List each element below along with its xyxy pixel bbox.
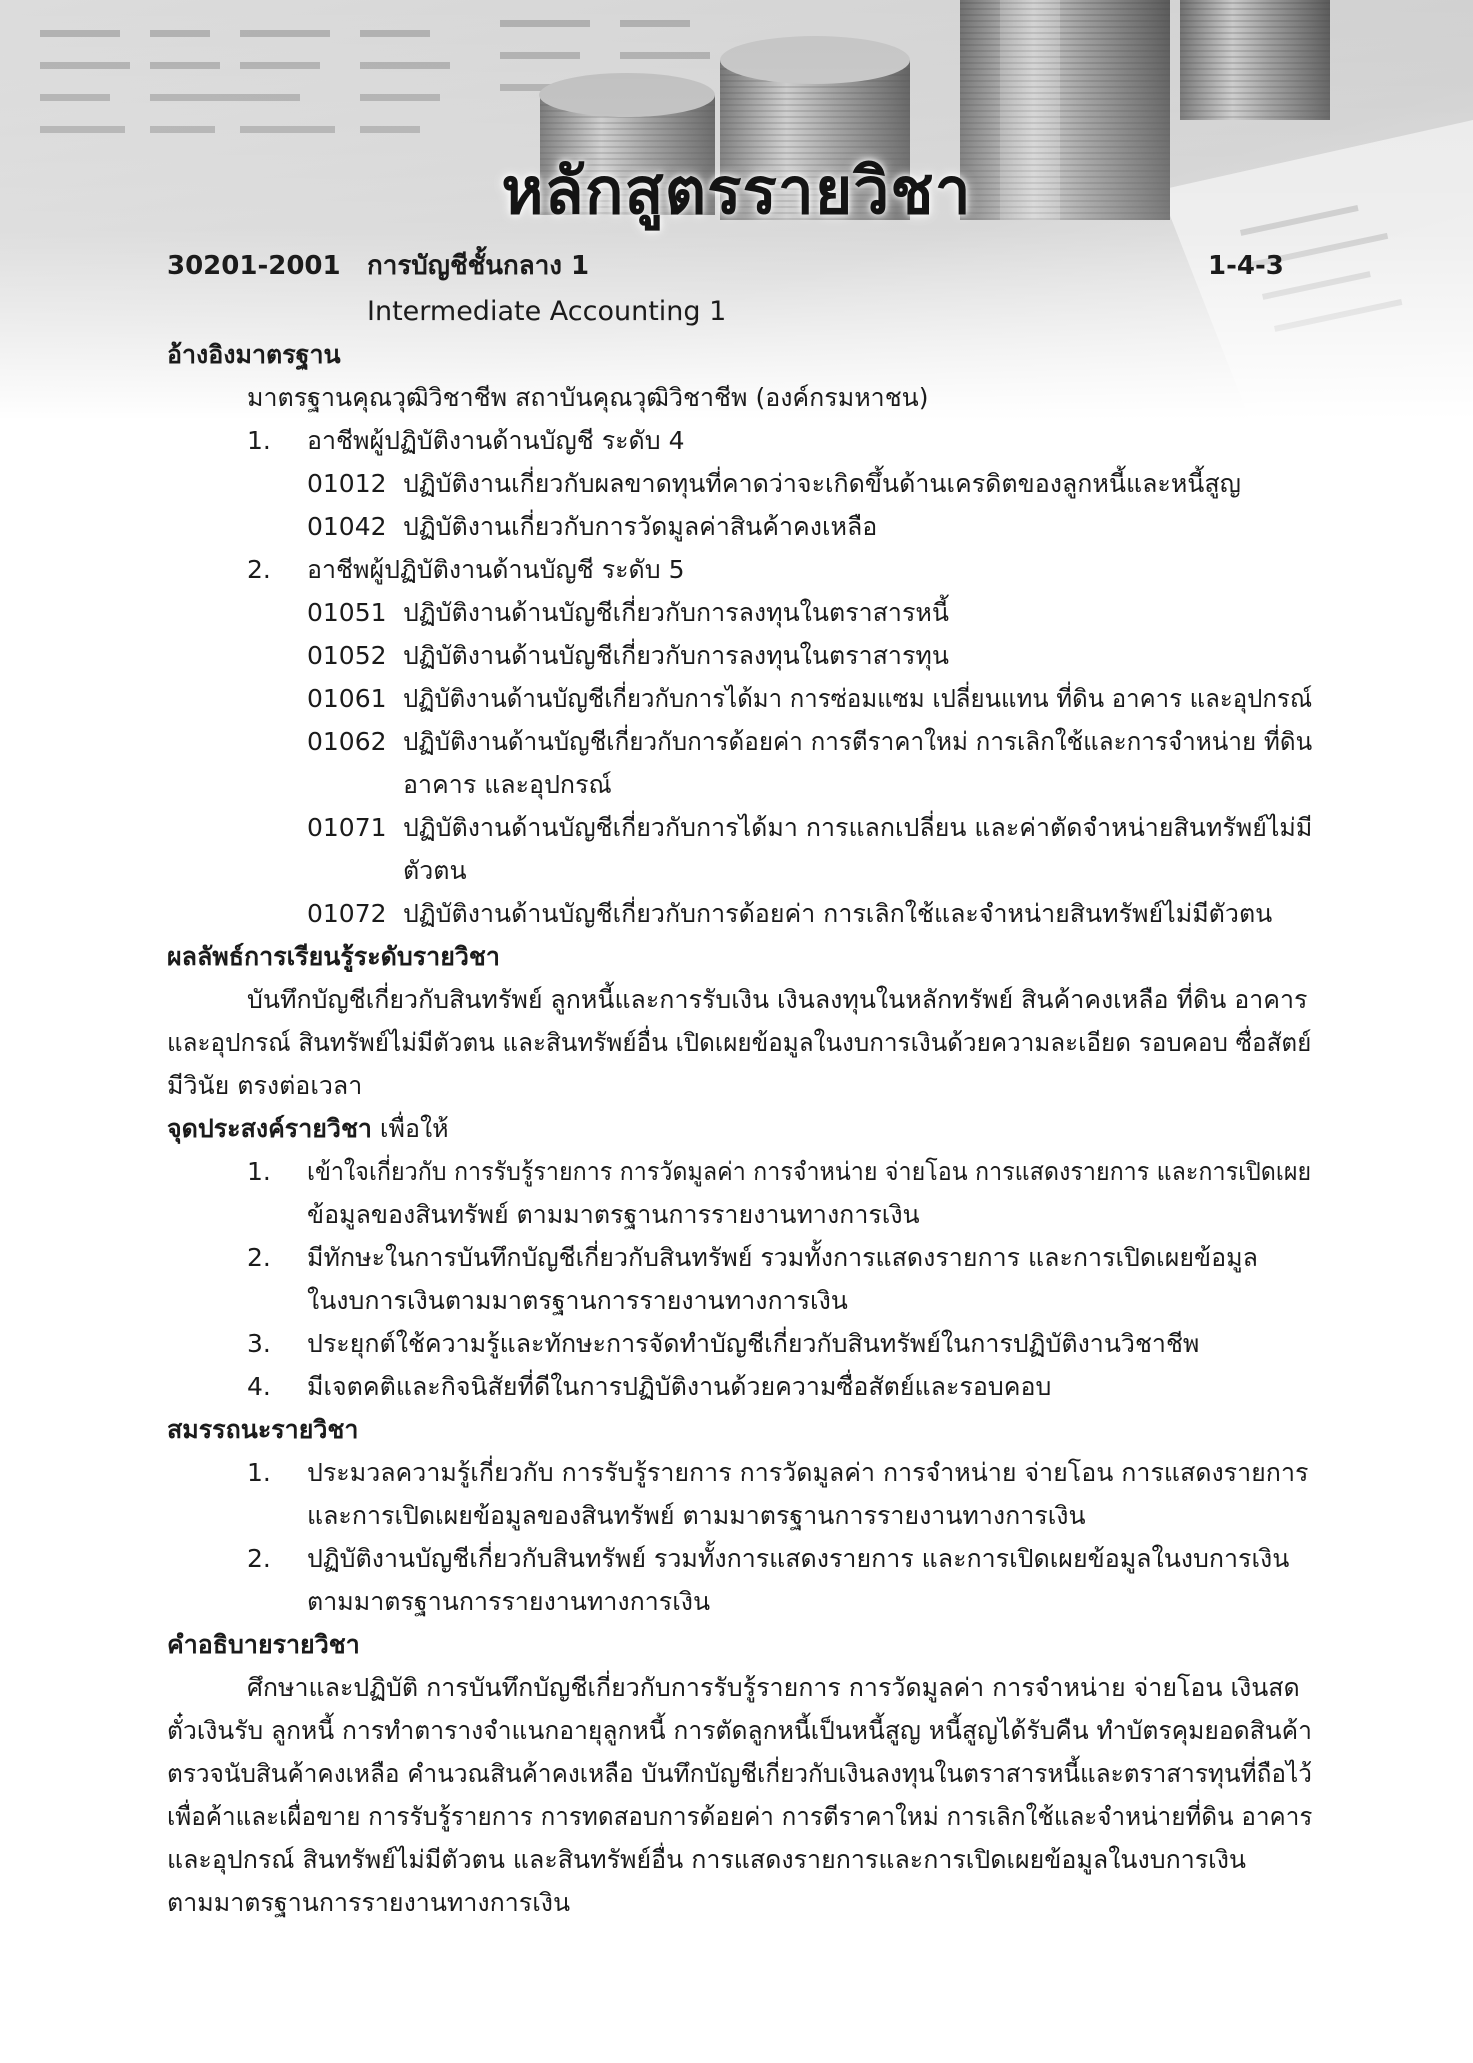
standard-code: 01051 [307,598,387,627]
outcomes-heading: ผลลัพธ์การเรียนรู้ระดับรายวิชา [167,942,500,971]
standard-text: ปฏิบัติงานด้านบัญชีเกี่ยวกับการได้มา การซ่อมแซม เปลี่ยนแทน ที่ดิน อาคาร และอุปกรณ์ [403,684,1313,713]
course-name-th: การบัญชีชั้นกลาง 1 [367,251,590,281]
description-line: และอุปกรณ์ สินทรัพย์ไม่มีตัวตน และสินทรัพย์อื่น การแสดงรายการและการเปิดเผยข้อมูลในงบการเงิน [167,1845,1247,1874]
objectives-heading-suffix: เพื่อให้ [371,1114,449,1143]
description-line: ตั๋วเงินรับ ลูกหนี้ การทำตารางจำแนกอายุลูกหนี้ การตัดลูกหนี้เป็นหนี้สูญ หนี้สูญได้รับคืน ทำบัตรคุมยอดสินค้า [167,1716,1312,1745]
course-code: 30201-2001 [167,251,341,281]
description-line: ตามมาตรฐานการรายงานทางการเงิน [167,1888,571,1917]
standard-text: ปฏิบัติงานด้านบัญชีเกี่ยวกับการลงทุนในตราสารทุน [403,641,949,670]
standard-group-title: อาชีพผู้ปฏิบัติงานด้านบัญชี ระดับ 4 [307,426,685,455]
standards-intro: มาตรฐานคุณวุฒิวิชาชีพ สถาบันคุณวุฒิวิชาชีพ (องค์กรมหาชน) [247,383,929,412]
standard-code: 01062 [307,727,387,756]
objectives-heading-row [167,1107,449,1150]
objective-line: ในงบการเงินตามมาตรฐานการรายงานทางการเงิน [307,1286,848,1315]
objective-line: มีเจตคติและกิจนิสัยที่ดีในการปฏิบัติงานด้วยความซื่อสัตย์และรอบคอบ [307,1372,1052,1401]
competencies-heading: สมรรถนะรายวิชา [167,1415,359,1444]
competency-line: และการเปิดเผยข้อมูลของสินทรัพย์ ตามมาตรฐานการรายงานทางการเงิน [307,1501,1086,1530]
standard-text: ปฏิบัติงานด้านบัญชีเกี่ยวกับการได้มา การแลกเปลี่ยน และค่าตัดจำหน่ายสินทรัพย์ไม่มี [403,813,1313,842]
standard-group-title: อาชีพผู้ปฏิบัติงานด้านบัญชี ระดับ 5 [307,555,685,584]
standard-group-num: 1. [247,426,271,455]
standard-code: 01071 [307,813,387,842]
course-name-en: Intermediate Accounting 1 [367,296,727,327]
objective-line: ข้อมูลของสินทรัพย์ ตามมาตรฐานการรายงานทางการเงิน [307,1200,920,1229]
objective-num: 1. [247,1157,271,1186]
standard-text-cont: อาคาร และอุปกรณ์ [403,770,612,799]
standard-code: 01012 [307,469,387,498]
description-line: ตรวจนับสินค้าคงเหลือ คำนวณสินค้าคงเหลือ บันทึกบัญชีเกี่ยวกับเงินลงทุนในตราสารหนี้และตราสารทุนที่ถือไว้ [167,1759,1312,1788]
standards-heading: อ้างอิงมาตรฐาน [167,340,341,369]
competency-line: ประมวลความรู้เกี่ยวกับ การรับรู้รายการ การวัดมูลค่า การจำหน่าย จ่ายโอน การแสดงรายการ [307,1458,1309,1487]
objective-num: 3. [247,1329,271,1358]
objective-num: 2. [247,1243,271,1272]
standard-code: 01061 [307,684,387,713]
description-heading: คำอธิบายรายวิชา [167,1630,360,1659]
objective-num: 4. [247,1372,271,1401]
competency-num: 2. [247,1544,271,1573]
competency-num: 1. [247,1458,271,1487]
competency-line: ปฏิบัติงานบัญชีเกี่ยวกับสินทรัพย์ รวมทั้งการแสดงรายการ และการเปิดเผยข้อมูลในงบการเงิน [307,1544,1290,1573]
objective-line: มีทักษะในการบันทึกบัญชีเกี่ยวกับสินทรัพย์ รวมทั้งการแสดงรายการ และการเปิดเผยข้อมูล [307,1243,1258,1272]
standard-group-num: 2. [247,555,271,584]
standard-text: ปฏิบัติงานด้านบัญชีเกี่ยวกับการด้อยค่า การตีราคาใหม่ การเลิกใช้และการจำหน่าย ที่ดิน [403,727,1313,756]
standard-text: ปฏิบัติงานด้านบัญชีเกี่ยวกับการลงทุนในตราสารหนี้ [403,598,949,627]
objectives-heading: จุดประสงค์รายวิชา [167,1114,372,1143]
outcomes-line: มีวินัย ตรงต่อเวลา [167,1071,363,1100]
description-line: ศึกษาและปฏิบัติ การบันทึกบัญชีเกี่ยวกับการรับรู้รายการ การวัดมูลค่า การจำหน่าย จ่ายโอน เงินสด [247,1673,1300,1702]
standard-text: ปฏิบัติงานเกี่ยวกับผลขาดทุนที่คาดว่าจะเกิดขึ้นด้านเครดิตของลูกหนี้และหนี้สูญ [403,469,1241,498]
standard-code: 01072 [307,899,387,928]
standard-text: ปฏิบัติงานด้านบัญชีเกี่ยวกับการด้อยค่า การเลิกใช้และจำหน่ายสินทรัพย์ไม่มีตัวตน [403,899,1273,928]
course-credits: 1-4-3 [1208,251,1284,281]
standard-text: ปฏิบัติงานเกี่ยวกับการวัดมูลค่าสินค้าคงเหลือ [403,512,878,541]
standard-code: 01052 [307,641,387,670]
objective-line: ประยุกต์ใช้ความรู้และทักษะการจัดทำบัญชีเกี่ยวกับสินทรัพย์ในการปฏิบัติงานวิชาชีพ [307,1329,1200,1358]
standard-text-cont: ตัวตน [403,856,467,885]
page-title: หลักสูตรรายวิชา [501,155,972,229]
description-line: เพื่อค้าและเผื่อขาย การรับรู้รายการ การทดสอบการด้อยค่า การตีราคาใหม่ การเลิกใช้และจำหน่ายที่ดิน อาคาร [167,1802,1313,1831]
outcomes-line: และอุปกรณ์ สินทรัพย์ไม่มีตัวตน และสินทรัพย์อื่น เปิดเผยข้อมูลในงบการเงินด้วยความละเอียด รอบคอบ ซื่อสัตย์ [167,1028,1312,1057]
outcomes-line: บันทึกบัญชีเกี่ยวกับสินทรัพย์ ลูกหนี้และการรับเงิน เงินลงทุนในหลักทรัพย์ สินค้าคงเหลือ ที่ดิน อาคาร [247,985,1308,1014]
standard-code: 01042 [307,512,387,541]
competency-line: ตามมาตรฐานการรายงานทางการเงิน [307,1587,711,1616]
objective-line: เข้าใจเกี่ยวกับ การรับรู้รายการ การวัดมูลค่า การจำหน่าย จ่ายโอน การแสดงรายการ และการเปิดเผย [307,1157,1312,1186]
